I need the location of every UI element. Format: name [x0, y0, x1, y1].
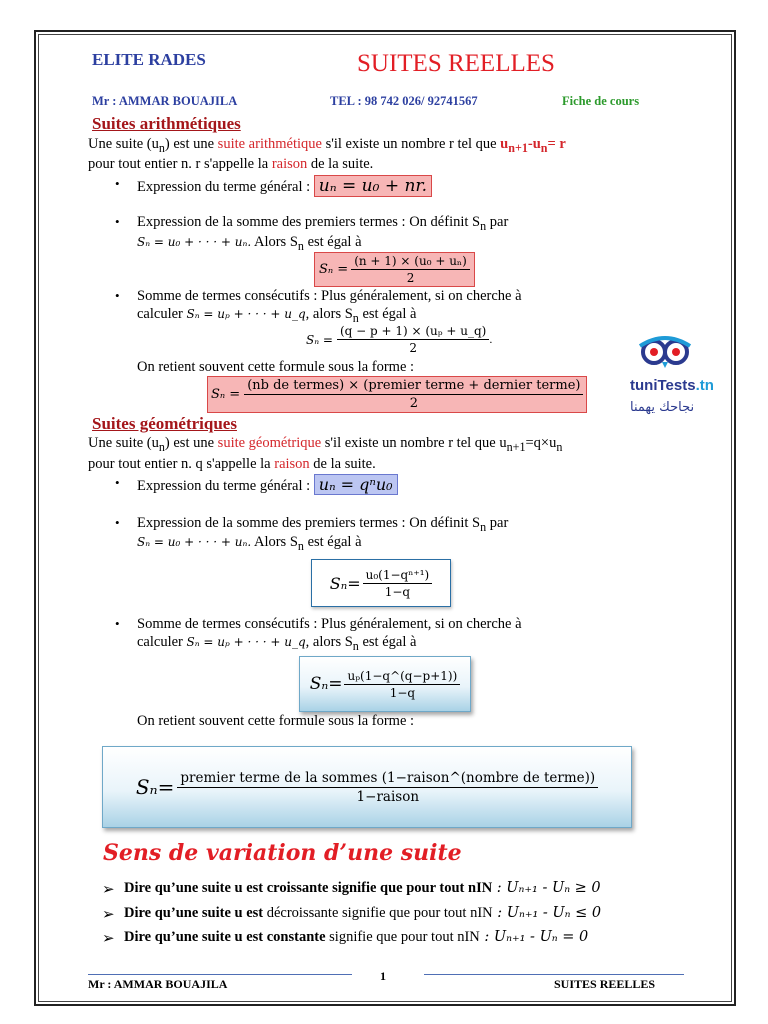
tunitests-logo: tuniTests.tn نجاحك يهمنا — [630, 330, 730, 420]
owl-icon — [630, 330, 730, 374]
geo-definition-line2: pour tout entier n. q s'appelle la raison de la suite. — [88, 456, 376, 472]
geo-general-term-formula: uₙ = qⁿu₀ — [314, 474, 398, 495]
geo-bullet-consecutive: • Somme de termes consécutifs : Plus généralement, si on cherche à — [137, 616, 522, 633]
school-name: ELITE RADES — [92, 50, 206, 69]
geo-consecutive-line2: calculer Sₙ = uₚ + · · · + u_q, alors $S_n$ est égal à — [137, 634, 417, 653]
section-heading-arithmetic: Suites arithmétiques — [92, 114, 241, 133]
arith-definition-line2: pour tout entier n. r s'appelle la raison de la suite. — [88, 156, 374, 172]
teacher-name: Mr : AMMAR BOUAJILA — [92, 94, 238, 108]
arith-bullet-sum: • Expression de la somme des premiers termes : On définit $S_n$ par — [137, 214, 508, 234]
section-heading-geometric: Suites géométriques — [92, 414, 237, 433]
footer-rule-right — [424, 974, 684, 975]
page-number: 1 — [380, 969, 386, 983]
geo-consecutive-formula: Sₙ= $\frac{\text{uₚ(1−q\textasciicircum{}(q−p+1))}}{1-q}$ — [299, 656, 471, 712]
variation-item-constant: ➢ Dire qu’une suite u est constante signifie que pour tout nIN : Uₙ₊₁ - Uₙ = 0 — [124, 929, 588, 946]
arith-bullet-general-term: • Expression du terme général : uₙ = u₀ + nr. — [137, 176, 432, 196]
geo-definition: Une suite $(u_n)$ est une suite géométrique s'il existe un nombre r tel que $u_{n+1}=q\times u_n$ — [88, 435, 563, 454]
arith-general-term-formula: uₙ = u₀ + nr. — [314, 175, 432, 197]
arith-definition: Une suite $(u_n)$ est une suite arithmétique s'il existe un nombre r tel que $u_{n+1}-u_n= r$ — [88, 136, 566, 155]
section-heading-variation: Sens de variation d’une suite — [103, 840, 462, 866]
arith-retain-text: On retient souvent cette formule sous la forme : — [137, 359, 415, 375]
arith-consecutive-formula: Sₙ = $\frac{\text{(q − p + 1) × (uₚ + u\_q)}}{2}$ . — [306, 324, 493, 355]
arith-consecutive-line2: calculer Sₙ = uₚ + · · · + u_q, alors $S_n$ est égal à — [137, 306, 417, 325]
geo-sum-formula: Sₙ= $\frac{\text{u₀(1−qⁿ⁺¹)}}{1-q}$ — [311, 559, 451, 607]
page-title: SUITES REELLES — [357, 50, 555, 77]
geo-bullet-general-term: • Expression du terme général : uₙ = qⁿu₀ — [137, 475, 398, 495]
variation-item-decreasing: ➢ Dire qu’une suite u est décroissante signifie que pour tout nIN : Uₙ₊₁ - Uₙ ≤ 0 — [124, 905, 601, 922]
footer-teacher: Mr : AMMAR BOUAJILA — [88, 977, 228, 991]
footer-title: SUITES REELLES — [554, 977, 656, 991]
doc-type: Fiche de cours — [562, 94, 640, 108]
variation-item-increasing: ➢ Dire qu’une suite u est croissante signifie que pour tout nIN : Uₙ₊₁ - Uₙ ≥ 0 — [124, 880, 601, 897]
geo-retain-formula: Sₙ= $\frac{\text{premier terme de la sommes (1−raison\textasciicircum{}(nombre de terme))}}{\text{1−raison}}$ — [102, 746, 632, 828]
geo-sum-line2: Sₙ = u₀ + · · · + uₙ. Alors $S_n$ est égal à — [137, 534, 362, 553]
arith-sum-line2: Sₙ = u₀ + · · · + uₙ. Alors $S_n$ est égal à — [137, 234, 362, 253]
footer-rule-left — [88, 974, 352, 975]
arith-bullet-consecutive: • Somme de termes consécutifs : Plus généralement, si on cherche à — [137, 288, 522, 305]
geo-retain-text: On retient souvent cette formule sous la forme : — [137, 713, 415, 729]
arith-retain-formula: Sₙ = $\frac{\text{(nb de termes) × (premier terme + dernier terme)}}{2}$ — [207, 376, 587, 413]
telephone: TEL : 98 742 026/ 92741567 — [330, 94, 478, 108]
arith-sum-formula: Sₙ = $\frac{\text{(n + 1) × (u₀ + uₙ)}}{2}$ — [314, 252, 475, 287]
geo-bullet-sum: • Expression de la somme des premiers termes : On définit $S_n$ par — [137, 515, 508, 535]
